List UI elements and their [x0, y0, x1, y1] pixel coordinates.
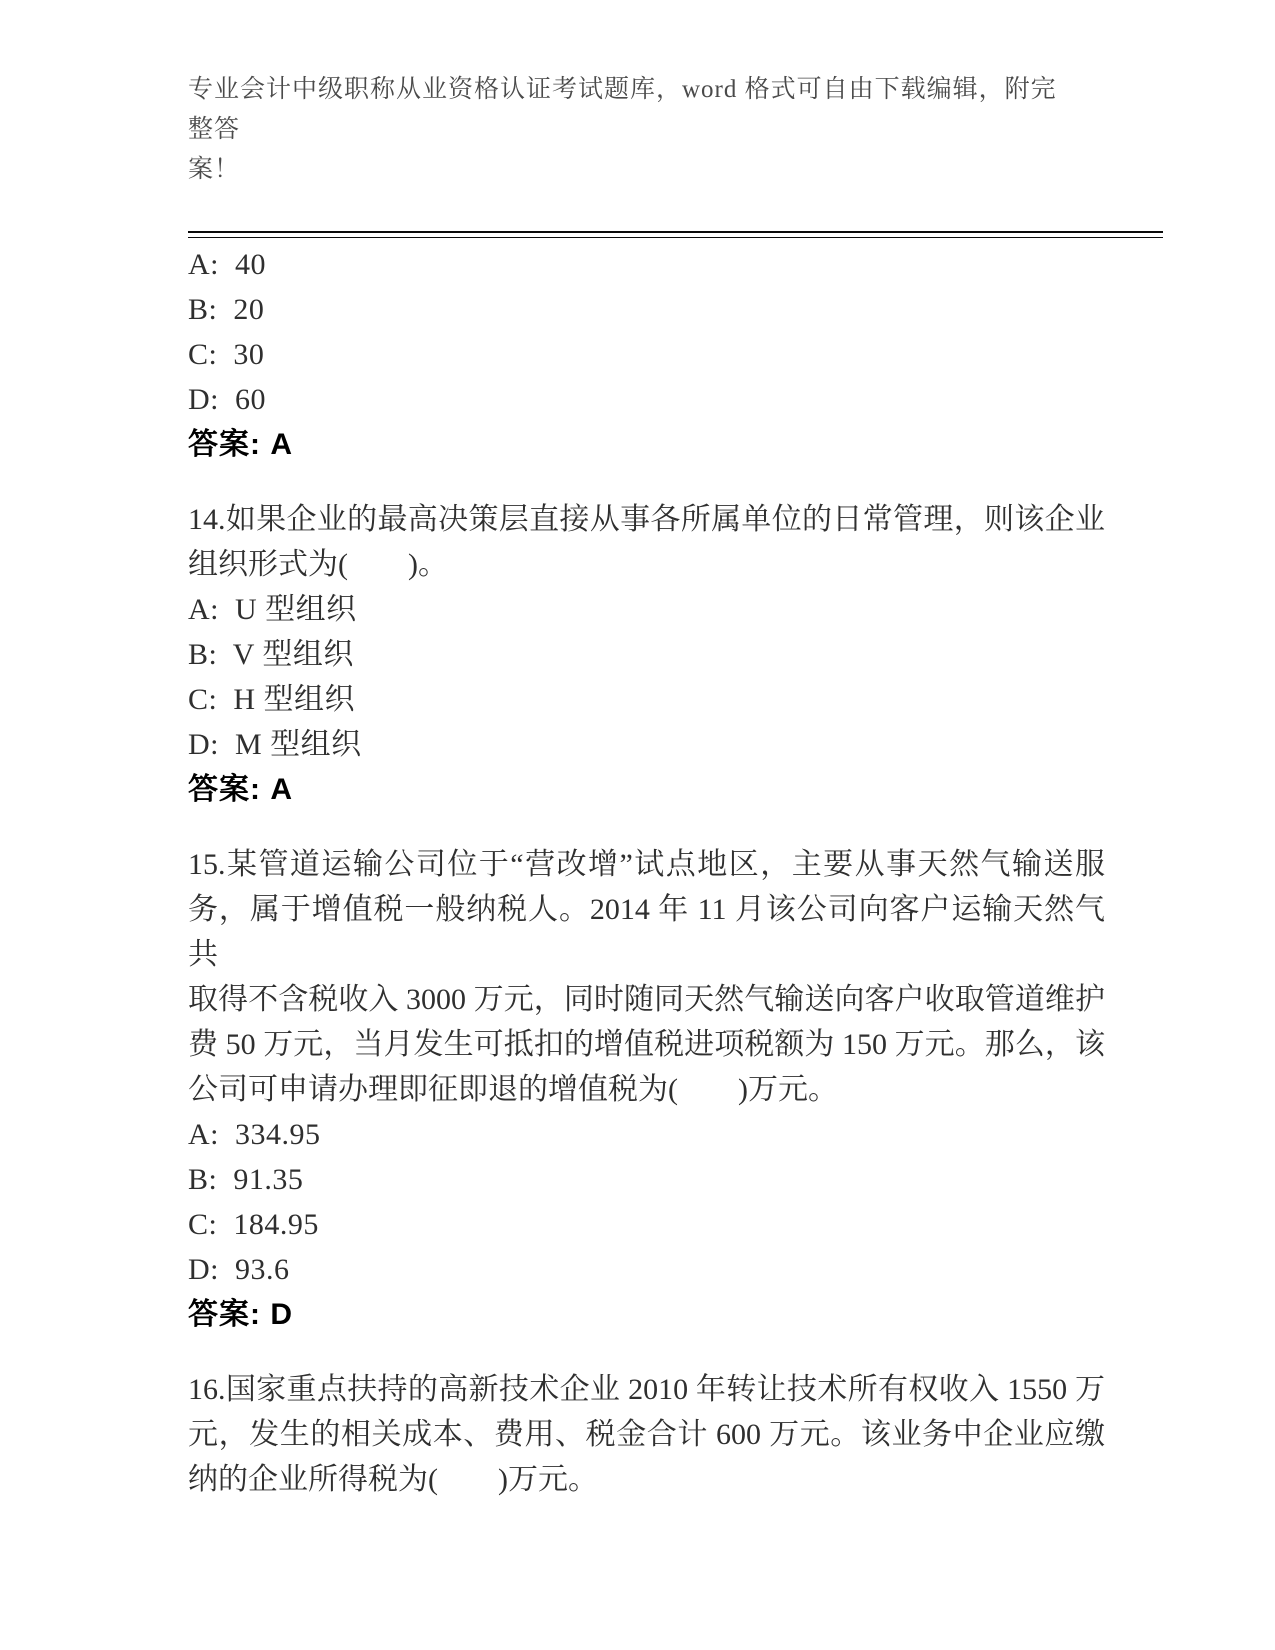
question-stem-line: 15.某管道运输公司位于“营改增”试点地区，主要从事天然气输送服	[188, 848, 1105, 881]
option-line: D: 93.6	[188, 1253, 290, 1286]
answer-line: 答案: A	[188, 428, 293, 461]
question-stem-line: 元，发生的相关成本、费用、税金合计 600 万元。该业务中企业应缴	[188, 1418, 1105, 1451]
question-stem-line: 取得不含税收入 3000 万元，同时随同天然气输送向客户收取管道维护	[188, 983, 1105, 1016]
option-line: B: 91.35	[188, 1163, 304, 1196]
question-stem-line: 14.如果企业的最高决策层直接从事各所属单位的日常管理，则该企业	[188, 503, 1105, 536]
question-stem-line: 务，属于增值税一般纳税人。2014 年 11 月该公司向客户运输天然气共	[188, 893, 1105, 971]
header-line: 专业会计中级职称从业资格认证考试题库，word 格式可自由下载编辑，附完整答	[188, 76, 1057, 143]
question-block	[188, 1367, 1105, 1502]
option-line: B: V 型组织	[188, 638, 354, 671]
option-line: B: 20	[188, 293, 265, 326]
question-block	[188, 242, 1105, 467]
option-line: A: U 型组织	[188, 593, 357, 626]
question-stem-line: 组织形式为( )。	[188, 548, 448, 581]
question-block	[188, 842, 1105, 1337]
option-line: C: 184.95	[188, 1208, 319, 1241]
option-line: C: H 型组织	[188, 683, 356, 716]
header-double-rule	[188, 231, 1163, 238]
questions-list	[188, 242, 1105, 1502]
option-line: D: 60	[188, 383, 266, 416]
question-stem-line: 16.国家重点扶持的高新技术企业 2010 年转让技术所有权收入 1550 万	[188, 1373, 1105, 1406]
option-line: C: 30	[188, 338, 265, 371]
answer-line: 答案: A	[188, 773, 293, 806]
question-stem-line: 费 50 万元，当月发生可抵扣的增值税进项税额为 150 万元。那么，该	[188, 1028, 1105, 1061]
question-stem-line: 纳的企业所得税为( )万元。	[188, 1463, 598, 1496]
question-block	[188, 497, 1105, 812]
answer-line: 答案: D	[188, 1298, 293, 1331]
option-line: A: 40	[188, 248, 266, 281]
header-line: 案！	[188, 156, 241, 183]
option-line: D: M 型组织	[188, 728, 362, 761]
question-stem-line: 公司可申请办理即征即退的增值税为( )万元。	[188, 1073, 838, 1106]
document-header	[188, 70, 1078, 190]
option-line: A: 334.95	[188, 1118, 321, 1151]
